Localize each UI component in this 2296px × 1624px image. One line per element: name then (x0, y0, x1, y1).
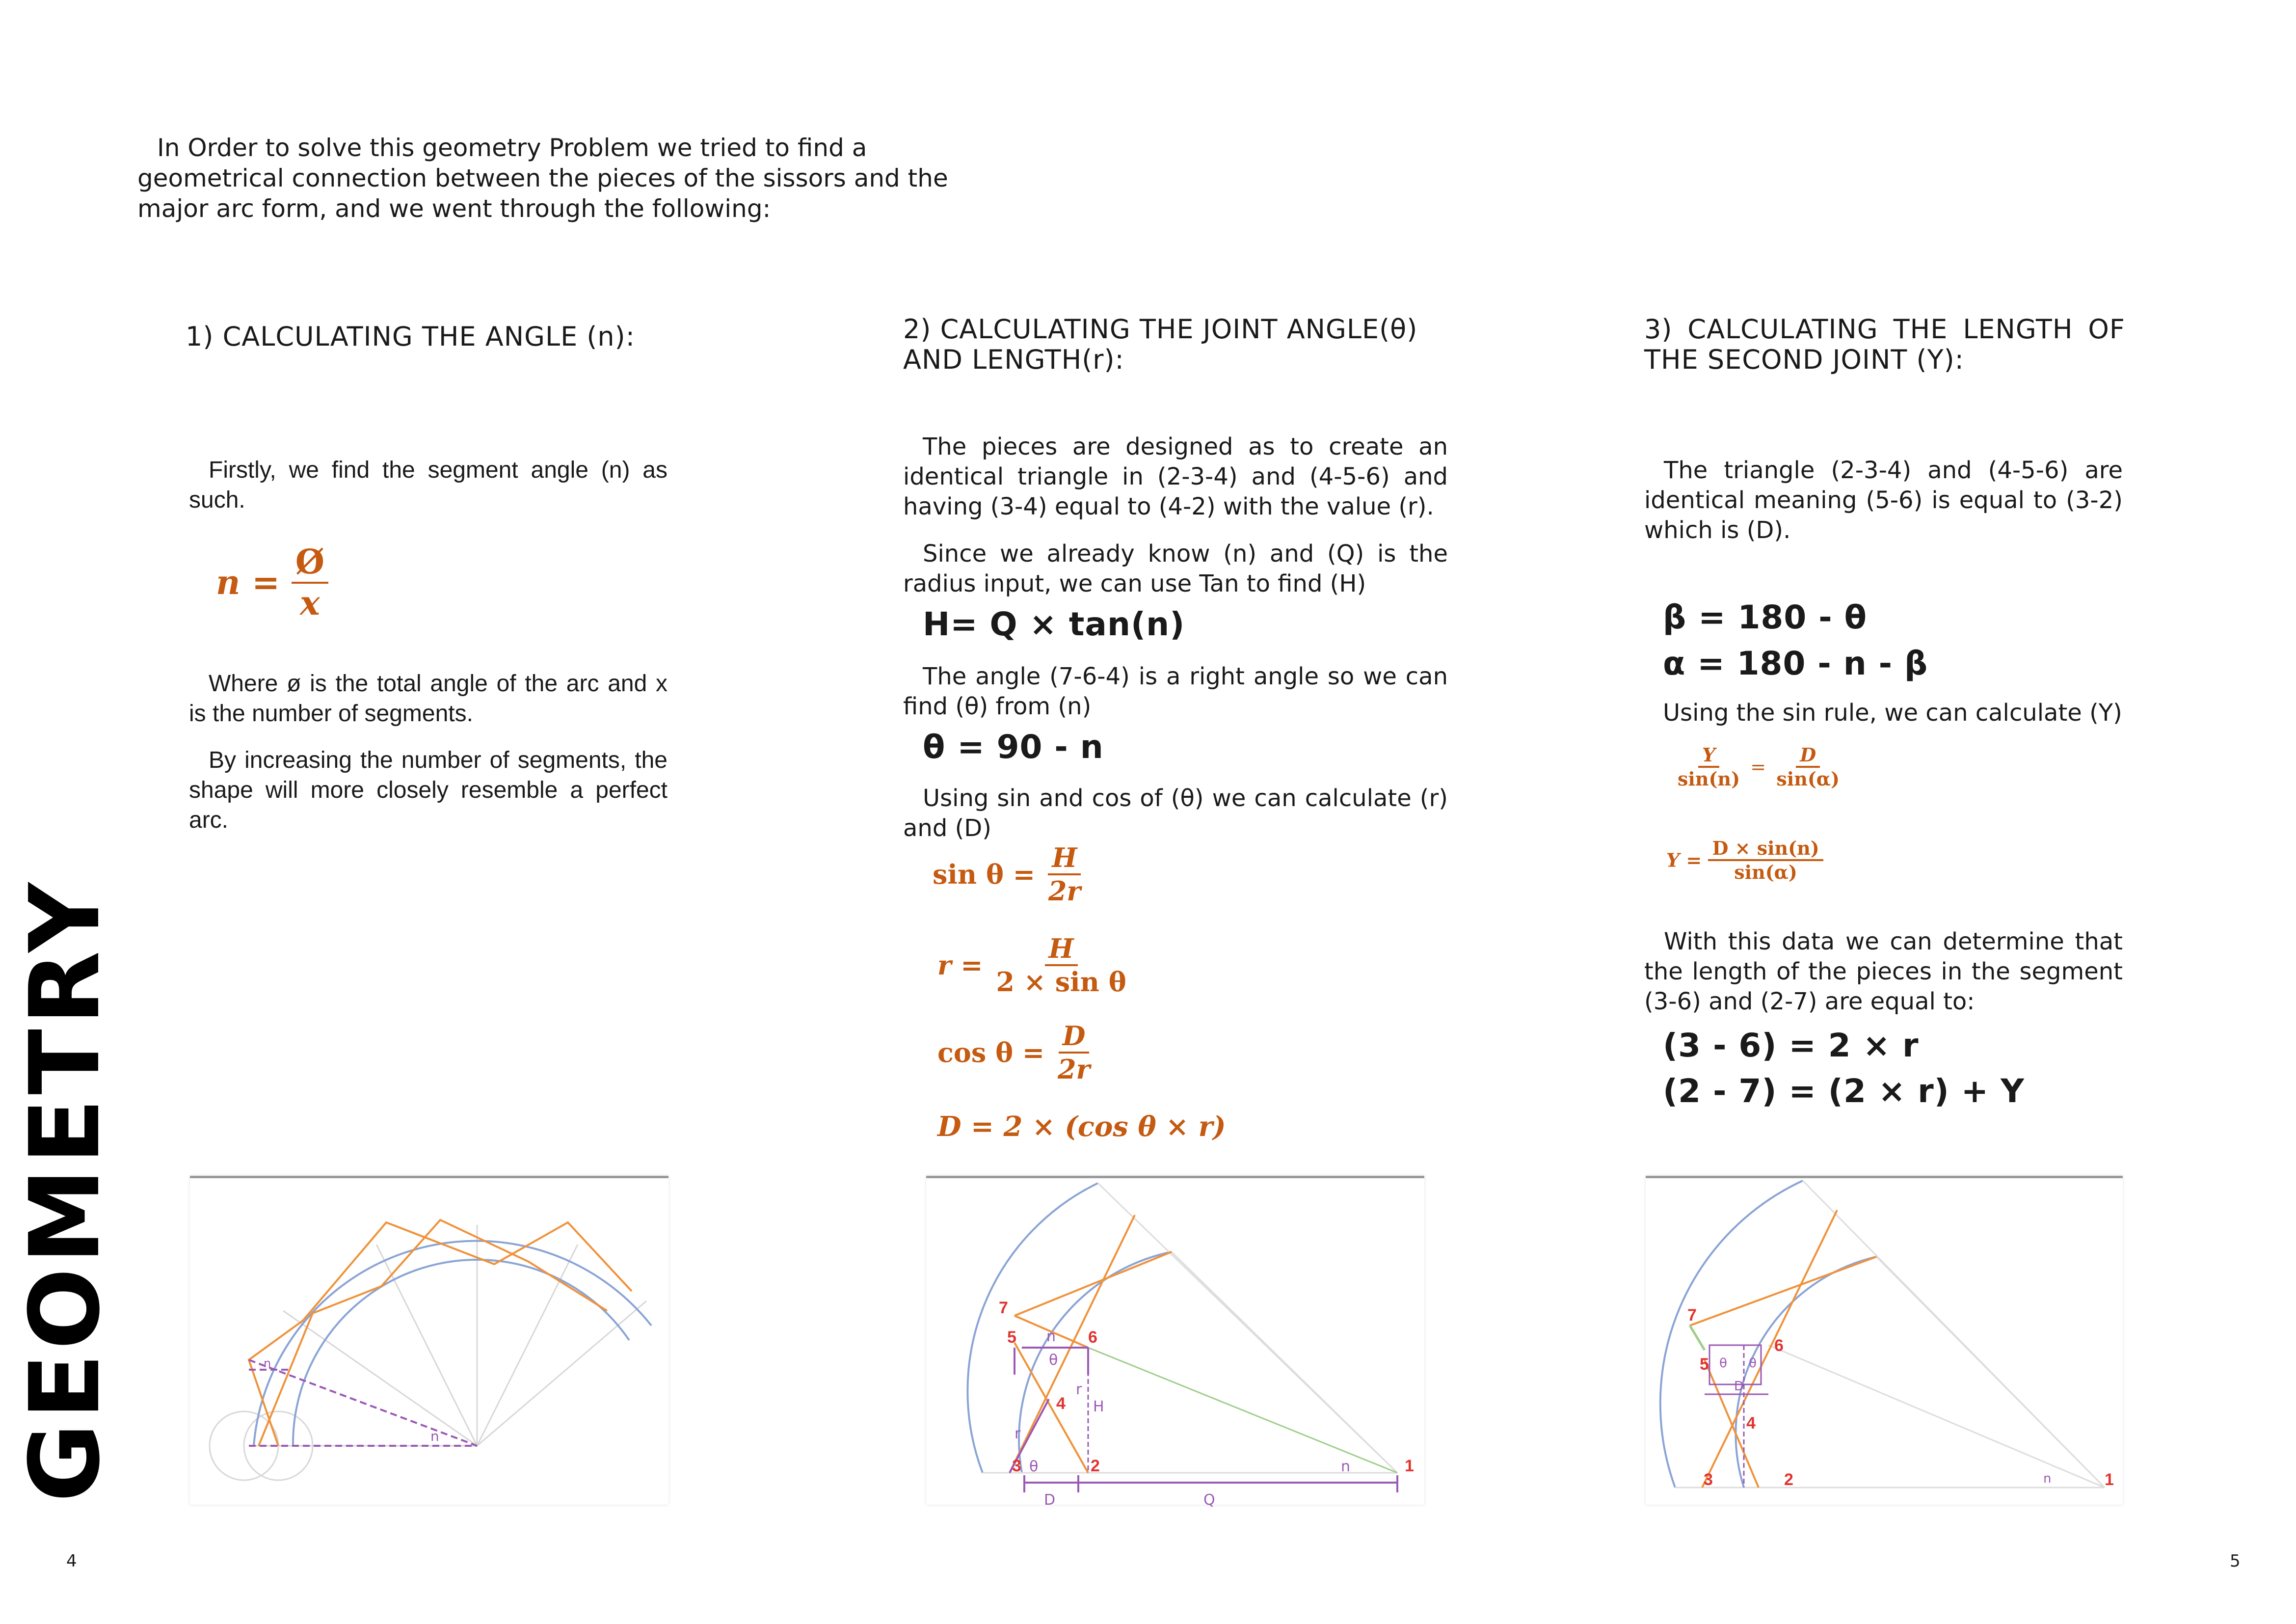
col2-math-r: r = $\frac{H}{\text{2 × sin θ}}$ (937, 933, 1126, 998)
svg-text:n: n (1341, 1458, 1351, 1475)
col2-math-cos: cos θ = $\frac{D}{2r}$ (937, 1020, 1091, 1085)
col2-p1: The pieces are designed as to create an identical triangle in (2-3-4) and (4-5-6) and having (3-4) equal to (4-2) with the value (r). (903, 433, 1448, 520)
svg-text:7: 7 (1687, 1306, 1697, 1325)
side-title (9, 878, 121, 1507)
col2-formula-theta: θ = 90 - n (923, 728, 1104, 766)
col3-heading: 3) CALCULATING THE LENGTH OF THE SECOND JOINT (Y): (1644, 314, 2125, 375)
svg-text:n: n (2043, 1471, 2052, 1486)
svg-text:θ: θ (1749, 1356, 1757, 1371)
col2-heading: 2) CALCULATING THE JOINT ANGLE(θ) AND LENGTH(r): (903, 314, 1418, 375)
svg-text:D: D (1044, 1491, 1056, 1509)
svg-text:θ: θ (1029, 1458, 1039, 1475)
col2-p4: Using sin and cos of (θ) we can calculate (r) and (D) (903, 785, 1448, 842)
svg-text:6: 6 (1088, 1328, 1097, 1347)
svg-text:n: n (430, 1428, 439, 1444)
svg-text:1: 1 (1405, 1457, 1414, 1475)
col2-math-d: D = 2 × (cos θ × r) (937, 1110, 1226, 1143)
col2-formula-h: H= Q × tan(n) (923, 605, 1185, 643)
svg-text:D: D (1734, 1379, 1744, 1394)
col3-formula-27: (2 - 7) = (2 × r) + Y (1663, 1072, 2025, 1110)
col1-formula-n: n = $\frac{Ø}{x}$ (216, 542, 328, 623)
svg-text:Q: Q (1203, 1491, 1215, 1509)
col3-formula-36: (3 - 6) = 2 × r (1663, 1027, 1919, 1064)
svg-text:1: 1 (2105, 1470, 2114, 1489)
svg-text:n: n (264, 1356, 271, 1370)
svg-text:4: 4 (1746, 1414, 1756, 1433)
svg-text:6: 6 (1774, 1336, 1784, 1355)
col1-p2: Where ø is the total angle of the arc and x is the number of segments. (189, 671, 667, 727)
diagram-second-joint (1646, 1176, 2123, 1505)
col3-formula-alpha: α = 180 - n - β (1663, 645, 1928, 682)
col3-formula-beta: β = 180 - θ (1663, 598, 1867, 636)
col3-p3: With this data we can determine that the length of the pieces in the segment (3-6) and (2-7) are equal to: (1644, 928, 2123, 1015)
page-number-right: 5 (2230, 1551, 2241, 1571)
page-number-left: 4 (66, 1551, 77, 1571)
svg-text:r: r (1076, 1381, 1082, 1398)
col1-p1: Firstly, we find the segment angle (n) as such. (189, 457, 667, 513)
svg-text:4: 4 (1056, 1394, 1066, 1413)
col1-p3: By increasing the number of segments, the shape will more closely resemble a perfect arc. (189, 747, 667, 833)
col2-p2: Since we already know (n) and (Q) is the radius input, we can use Tan to find (H) (903, 540, 1448, 597)
svg-text:5: 5 (1007, 1328, 1016, 1347)
svg-text:7: 7 (999, 1299, 1008, 1317)
svg-text:2: 2 (1091, 1457, 1100, 1475)
col2-math-sin: sin θ = $\frac{H}{2r}$ (933, 842, 1081, 907)
col3-math-y: Y = $\frac{D \times \sin(n)}{\sin(\alpha)}$ (1666, 837, 1823, 883)
col2-p3: The angle (7-6-4) is a right angle so we can find (θ) from (n) (903, 663, 1448, 720)
col3-p1: The triangle (2-3-4) and (4-5-6) are identical meaning (5-6) is equal to (3-2) which is (D). (1644, 457, 2123, 544)
svg-text:3: 3 (1012, 1457, 1021, 1475)
svg-text:r: r (1015, 1425, 1021, 1442)
side-title-text: GEOMETRY (9, 878, 121, 1502)
col3-math-sinrule: $\frac{Y}{\sin(n)}$ = $\frac{D}{\sin(\alpha)}$ (1678, 744, 1840, 790)
svg-text:3: 3 (1704, 1470, 1713, 1489)
svg-text:5: 5 (1700, 1355, 1709, 1374)
svg-text:θ: θ (1049, 1352, 1058, 1369)
diagram-arc-segments (190, 1176, 668, 1505)
svg-text:θ: θ (1719, 1356, 1727, 1371)
diagram-joint-angle (926, 1176, 1424, 1509)
col1-heading: 1) CALCULATING THE ANGLE (n): (186, 321, 635, 352)
intro-paragraph (137, 133, 1021, 224)
svg-text:2: 2 (1784, 1470, 1793, 1489)
svg-text:H: H (1093, 1398, 1104, 1415)
svg-text:n: n (1046, 1328, 1056, 1345)
col3-p2: Using the sin rule, we can calculate (Y) (1663, 699, 2122, 727)
intro-text: In Order to solve this geometry Problem we tried to find a geometrical connection between the pieces of the sissors and the major arc form, and we went through the following: (137, 134, 948, 223)
